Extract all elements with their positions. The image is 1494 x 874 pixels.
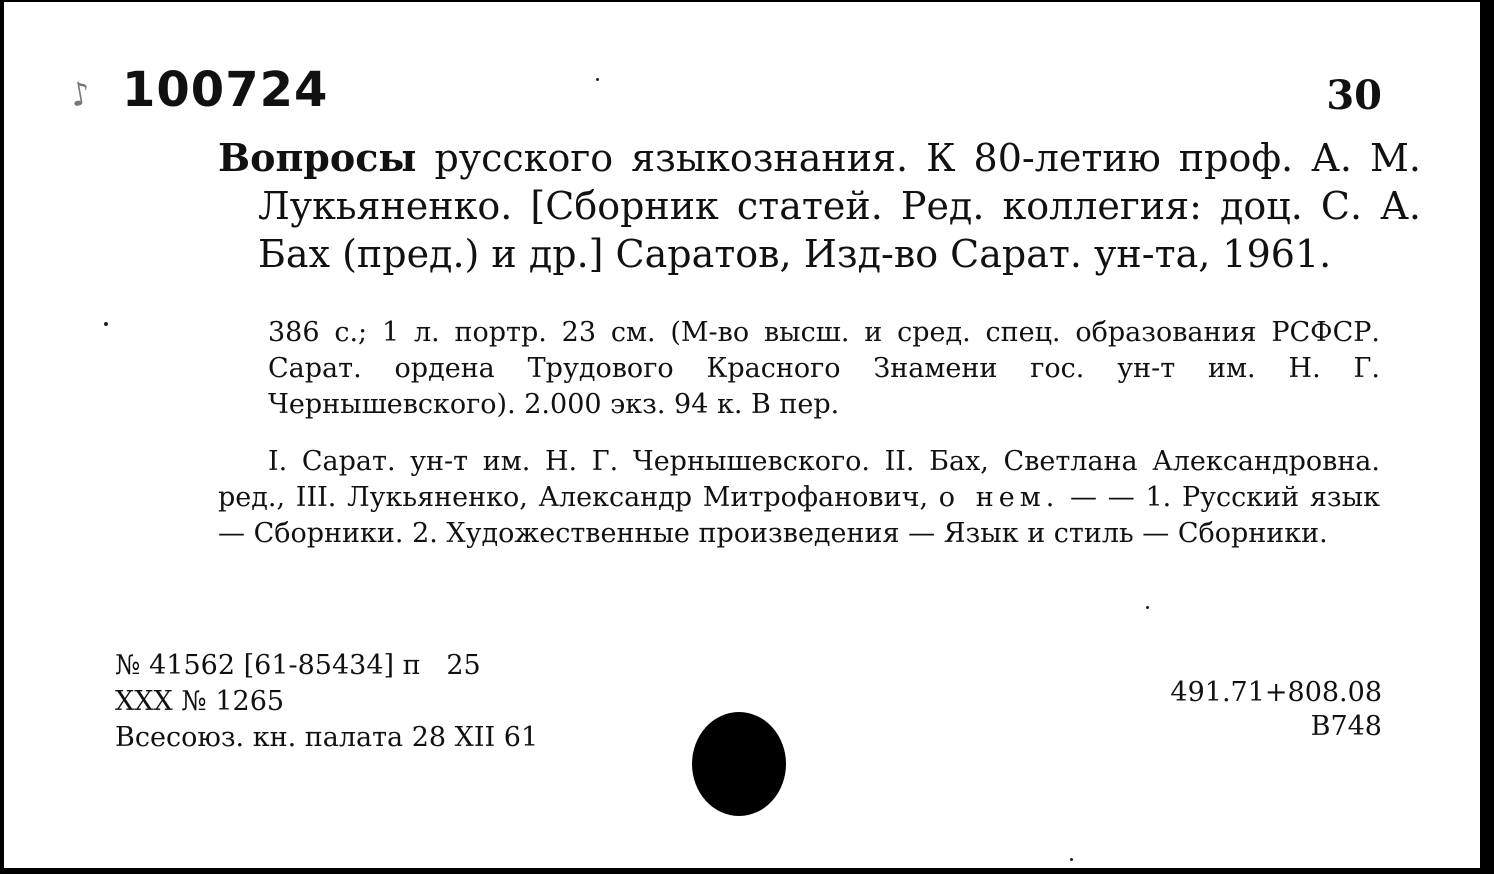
- collation-note: 386 с.; 1 л. портр. 23 см. (М-во высш. и сред. спец. образования РСФСР. Сарат. ордена Трудового Красного Знамени гос. ун-т им. Н. Г. Чернышевского). 2.000 экз. 94 к. В пер.: [268, 317, 1380, 420]
- record-number: 100724: [122, 62, 329, 118]
- stamp-mark: ♪: [66, 73, 94, 115]
- author-mark: В748: [1310, 711, 1382, 742]
- speck: [104, 322, 108, 326]
- card-count: 30: [1326, 72, 1382, 119]
- udc-code: 491.71+808.08: [1170, 677, 1382, 708]
- speck: [1146, 606, 1149, 609]
- tracings-part-2: — — 1. Русский язык — Сборники. 2. Художественные произведения — Язык и стиль — Сборники.: [218, 482, 1380, 549]
- classification-block: [1170, 676, 1382, 744]
- title-lead-word: Вопросы: [218, 135, 417, 180]
- imprint-block: [115, 648, 538, 756]
- imprint-line-1: № 41562 [61-85434] п 25: [115, 650, 481, 681]
- tracings-part-1: I. Сарат. ун-т им. Н. Г. Чернышевского. II. Бах, Светлана Александровна. ред., III. Лукьяненко, Александр Митрофанович,: [218, 446, 1380, 513]
- imprint-line-2: XXX № 1265: [115, 686, 285, 717]
- speck: [596, 78, 599, 81]
- tracings-spaced-note: о нем.: [938, 482, 1060, 513]
- imprint-line-3: Всесоюз. кн. палата 28 XII 61: [115, 722, 539, 753]
- tracings: [218, 444, 1380, 552]
- title-rest: русского языкознания. К 80-летию проф. А. М. Лукьяненко. [Сборник статей. Ред. коллегия: доц. С. А. Бах (пред.) и др.] Саратов, Изд-во Сарат. ун-та, 1961.: [258, 136, 1421, 276]
- punch-hole: [692, 712, 786, 816]
- card-edge-shadow: [1480, 0, 1486, 874]
- title-statement: [218, 134, 1421, 278]
- speck: [1070, 858, 1073, 861]
